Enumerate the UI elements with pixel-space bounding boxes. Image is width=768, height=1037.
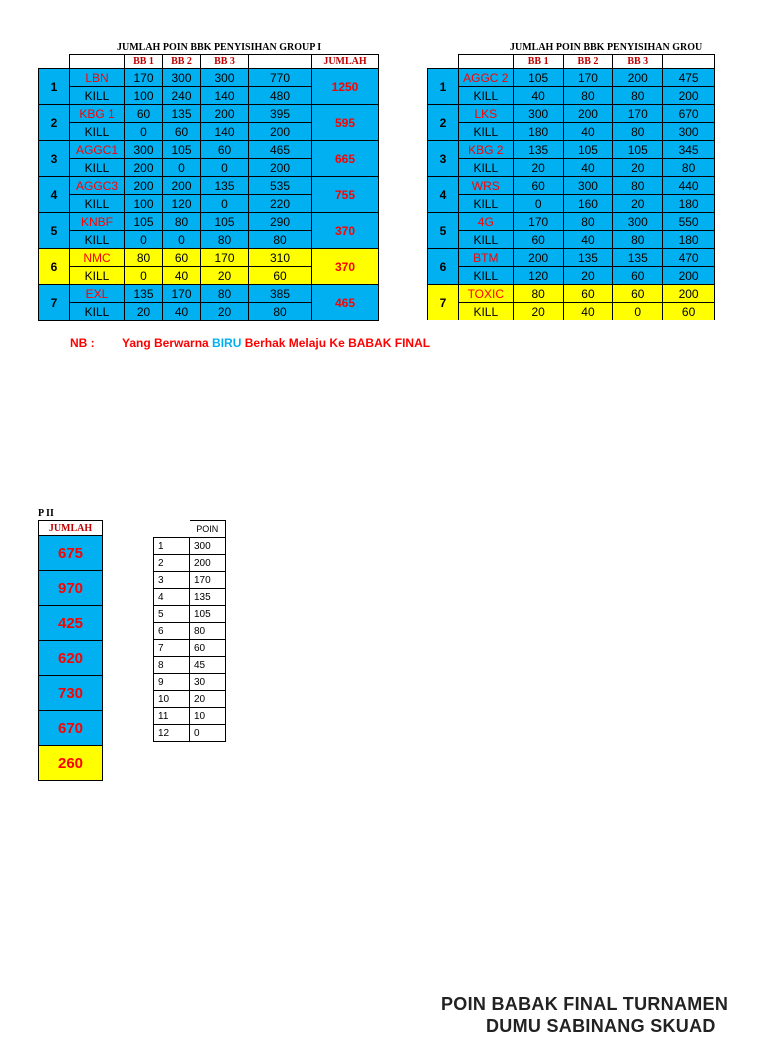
kill-cell: 40	[563, 159, 613, 177]
poin-value: 300	[190, 538, 226, 555]
kill-cell: 100	[125, 87, 163, 105]
kill-cell: 200	[663, 267, 715, 285]
point-cell: 105	[513, 69, 563, 87]
point-cell: 345	[663, 141, 715, 159]
point-cell: 105	[563, 141, 613, 159]
point-cell: 465	[249, 141, 312, 159]
kill-cell: 80	[613, 231, 663, 249]
point-cell: 80	[563, 213, 613, 231]
team-name: NMC	[70, 249, 125, 267]
kill-cell: 180	[663, 231, 715, 249]
group2-totals-wrap	[38, 520, 103, 781]
poin-rank: 2	[154, 555, 190, 572]
kill-label: KILL	[458, 267, 513, 285]
kill-cell: 200	[249, 159, 312, 177]
kill-cell: 0	[513, 195, 563, 213]
kill-cell: 40	[563, 231, 613, 249]
kill-cell: 20	[201, 303, 249, 321]
total-cell: 665	[312, 141, 379, 177]
group2-table-wrap	[427, 54, 715, 320]
kill-cell: 0	[125, 267, 163, 285]
team-name: 4G	[458, 213, 513, 231]
team-name: LBN	[70, 69, 125, 87]
column-header	[663, 55, 715, 69]
note-text	[122, 336, 430, 350]
poin-value: 20	[190, 691, 226, 708]
kill-label: KILL	[458, 87, 513, 105]
kill-cell: 40	[563, 123, 613, 141]
kill-cell: 480	[249, 87, 312, 105]
point-cell: 535	[249, 177, 312, 195]
team-name: AGGC3	[70, 177, 125, 195]
group2-title: JUMLAH POIN BBK PENYISIHAN GROU	[510, 42, 703, 53]
kill-cell: 0	[613, 303, 663, 321]
kill-label: KILL	[458, 303, 513, 321]
poin-rank: 6	[154, 623, 190, 640]
rank-cell: 7	[39, 285, 70, 321]
team-name: EXL	[70, 285, 125, 303]
kill-cell: 60	[613, 267, 663, 285]
point-cell: 135	[563, 249, 613, 267]
total-cell: 370	[312, 249, 379, 285]
rank-cell: 4	[428, 177, 459, 213]
kill-label: KILL	[70, 123, 125, 141]
poin-rank: 8	[154, 657, 190, 674]
point-cell: 135	[513, 141, 563, 159]
point-cell: 550	[663, 213, 715, 231]
kill-label: KILL	[70, 195, 125, 213]
kill-cell: 120	[163, 195, 201, 213]
point-cell: 200	[201, 105, 249, 123]
poin-value: 30	[190, 674, 226, 691]
kill-label: KILL	[70, 303, 125, 321]
team-name: KNBF	[70, 213, 125, 231]
point-cell: 135	[125, 285, 163, 303]
point-cell: 770	[249, 69, 312, 87]
rank-cell: 3	[39, 141, 70, 177]
point-cell: 135	[163, 105, 201, 123]
kill-cell: 60	[249, 267, 312, 285]
kill-label: KILL	[70, 231, 125, 249]
point-cell: 170	[513, 213, 563, 231]
poin-rank: 10	[154, 691, 190, 708]
total-cell: 755	[312, 177, 379, 213]
kill-cell: 80	[663, 159, 715, 177]
kill-cell: 120	[513, 267, 563, 285]
total-cell: 595	[312, 105, 379, 141]
kill-cell: 160	[563, 195, 613, 213]
poin-value: 60	[190, 640, 226, 657]
kill-cell: 40	[513, 87, 563, 105]
team-name: TOXIC	[458, 285, 513, 303]
point-cell: 105	[201, 213, 249, 231]
kill-cell: 40	[563, 303, 613, 321]
kill-cell: 0	[163, 159, 201, 177]
group1-table-wrap	[38, 54, 379, 321]
team-name: KBG 2	[458, 141, 513, 159]
point-cell: 135	[613, 249, 663, 267]
point-cell: 80	[201, 285, 249, 303]
poin-table-wrap	[153, 520, 226, 742]
point-cell: 60	[613, 285, 663, 303]
footer-title-line1: POIN BABAK FINAL TURNAMEN	[441, 994, 729, 1014]
point-cell: 80	[125, 249, 163, 267]
kill-cell: 20	[613, 195, 663, 213]
point-cell: 170	[125, 69, 163, 87]
team-name: KBG 1	[70, 105, 125, 123]
column-header: BB 3	[201, 55, 249, 69]
group2-totals-table	[38, 520, 103, 781]
point-cell: 385	[249, 285, 312, 303]
note-text-after: Berhak Melaju Ke BABAK FINAL	[241, 336, 431, 350]
total-cell: 1250	[312, 69, 379, 105]
poin-rank: 1	[154, 538, 190, 555]
point-cell: 200	[563, 105, 613, 123]
point-cell: 300	[125, 141, 163, 159]
kill-cell: 20	[125, 303, 163, 321]
kill-cell: 200	[663, 87, 715, 105]
point-cell: 60	[563, 285, 613, 303]
total-cell: 370	[312, 213, 379, 249]
kill-label: KILL	[458, 123, 513, 141]
rank-cell: 6	[428, 249, 459, 285]
rank-cell: 1	[39, 69, 70, 105]
kill-cell: 20	[513, 303, 563, 321]
team-name: BTM	[458, 249, 513, 267]
kill-cell: 20	[613, 159, 663, 177]
kill-cell: 240	[163, 87, 201, 105]
jumlah-value: 620	[39, 641, 103, 676]
header-team-spacer	[458, 55, 513, 69]
group2-totals-title: P II	[38, 508, 54, 519]
point-cell: 290	[249, 213, 312, 231]
team-name: AGGC 2	[458, 69, 513, 87]
rank-cell: 5	[39, 213, 70, 249]
kill-cell: 60	[663, 303, 715, 321]
kill-cell: 80	[201, 231, 249, 249]
footer-title-line2: DUMU SABINANG SKUAD	[486, 1016, 716, 1036]
poin-value: 80	[190, 623, 226, 640]
column-header: JUMLAH	[312, 55, 379, 69]
kill-cell: 300	[663, 123, 715, 141]
point-cell: 670	[663, 105, 715, 123]
point-cell: 200	[125, 177, 163, 195]
kill-cell: 80	[613, 87, 663, 105]
kill-cell: 200	[125, 159, 163, 177]
point-cell: 300	[513, 105, 563, 123]
kill-cell: 100	[125, 195, 163, 213]
point-cell: 300	[563, 177, 613, 195]
poin-rank: 9	[154, 674, 190, 691]
note-highlight: BIRU	[212, 336, 242, 350]
poin-rank: 4	[154, 589, 190, 606]
group1-title: JUMLAH POIN BBK PENYISIHAN GROUP I	[117, 42, 322, 53]
point-cell: 105	[613, 141, 663, 159]
kill-cell: 180	[513, 123, 563, 141]
rank-cell: 7	[428, 285, 459, 321]
column-header: BB 2	[563, 55, 613, 69]
column-header: BB 2	[163, 55, 201, 69]
kill-cell: 20	[513, 159, 563, 177]
jumlah-value: 675	[39, 536, 103, 571]
point-cell: 60	[513, 177, 563, 195]
team-name: AGGC1	[70, 141, 125, 159]
kill-label: KILL	[70, 87, 125, 105]
point-cell: 475	[663, 69, 715, 87]
team-name: WRS	[458, 177, 513, 195]
jumlah-header: JUMLAH	[39, 521, 103, 536]
point-cell: 105	[163, 141, 201, 159]
header-spacer	[39, 55, 70, 69]
point-cell: 200	[513, 249, 563, 267]
point-cell: 170	[613, 105, 663, 123]
kill-cell: 0	[201, 195, 249, 213]
jumlah-value: 670	[39, 711, 103, 746]
point-cell: 170	[563, 69, 613, 87]
kill-label: KILL	[458, 159, 513, 177]
poin-table	[153, 520, 226, 742]
poin-header: POIN	[190, 521, 226, 538]
rank-cell: 6	[39, 249, 70, 285]
jumlah-value: 425	[39, 606, 103, 641]
poin-rank: 11	[154, 708, 190, 725]
poin-value: 0	[190, 725, 226, 742]
point-cell: 80	[613, 177, 663, 195]
note-prefix: NB :	[70, 336, 95, 350]
column-header	[249, 55, 312, 69]
column-header: BB 1	[513, 55, 563, 69]
rank-cell: 2	[39, 105, 70, 141]
column-header: BB 1	[125, 55, 163, 69]
kill-label: KILL	[70, 267, 125, 285]
column-header: BB 3	[613, 55, 663, 69]
rank-cell: 1	[428, 69, 459, 105]
point-cell: 170	[201, 249, 249, 267]
point-cell: 80	[513, 285, 563, 303]
point-cell: 200	[613, 69, 663, 87]
point-cell: 470	[663, 249, 715, 267]
point-cell: 200	[163, 177, 201, 195]
point-cell: 60	[125, 105, 163, 123]
point-cell: 105	[125, 213, 163, 231]
kill-cell: 80	[249, 303, 312, 321]
kill-cell: 180	[663, 195, 715, 213]
kill-cell: 0	[125, 123, 163, 141]
point-cell: 440	[663, 177, 715, 195]
kill-cell: 60	[163, 123, 201, 141]
poin-value: 45	[190, 657, 226, 674]
poin-rank: 12	[154, 725, 190, 742]
group1-table	[38, 54, 379, 321]
rank-cell: 2	[428, 105, 459, 141]
rank-cell: 5	[428, 213, 459, 249]
point-cell: 310	[249, 249, 312, 267]
point-cell: 80	[163, 213, 201, 231]
jumlah-value: 970	[39, 571, 103, 606]
group2-table	[427, 54, 715, 320]
kill-cell: 40	[163, 303, 201, 321]
team-name: LKS	[458, 105, 513, 123]
kill-cell: 0	[163, 231, 201, 249]
poin-value: 170	[190, 572, 226, 589]
point-cell: 395	[249, 105, 312, 123]
kill-cell: 80	[613, 123, 663, 141]
kill-label: KILL	[458, 231, 513, 249]
kill-cell: 60	[513, 231, 563, 249]
poin-rank: 5	[154, 606, 190, 623]
poin-rank: 3	[154, 572, 190, 589]
rank-cell: 4	[39, 177, 70, 213]
header-spacer	[428, 55, 459, 69]
point-cell: 135	[201, 177, 249, 195]
point-cell: 60	[201, 141, 249, 159]
header-team-spacer	[70, 55, 125, 69]
point-cell: 170	[163, 285, 201, 303]
kill-cell: 200	[249, 123, 312, 141]
poin-value: 135	[190, 589, 226, 606]
point-cell: 300	[163, 69, 201, 87]
note-text-before: Yang Berwarna	[122, 336, 213, 350]
poin-rank: 7	[154, 640, 190, 657]
kill-cell: 140	[201, 87, 249, 105]
point-cell: 200	[663, 285, 715, 303]
point-cell: 300	[613, 213, 663, 231]
kill-cell: 140	[201, 123, 249, 141]
jumlah-value: 260	[39, 746, 103, 781]
kill-cell: 80	[249, 231, 312, 249]
kill-cell: 220	[249, 195, 312, 213]
jumlah-value: 730	[39, 676, 103, 711]
kill-cell: 40	[163, 267, 201, 285]
kill-cell: 0	[201, 159, 249, 177]
kill-label: KILL	[70, 159, 125, 177]
kill-cell: 80	[563, 87, 613, 105]
poin-value: 105	[190, 606, 226, 623]
poin-value: 200	[190, 555, 226, 572]
poin-value: 10	[190, 708, 226, 725]
total-cell: 465	[312, 285, 379, 321]
kill-cell: 20	[201, 267, 249, 285]
point-cell: 60	[163, 249, 201, 267]
rank-cell: 3	[428, 141, 459, 177]
kill-label: KILL	[458, 195, 513, 213]
kill-cell: 0	[125, 231, 163, 249]
kill-cell: 20	[563, 267, 613, 285]
point-cell: 300	[201, 69, 249, 87]
